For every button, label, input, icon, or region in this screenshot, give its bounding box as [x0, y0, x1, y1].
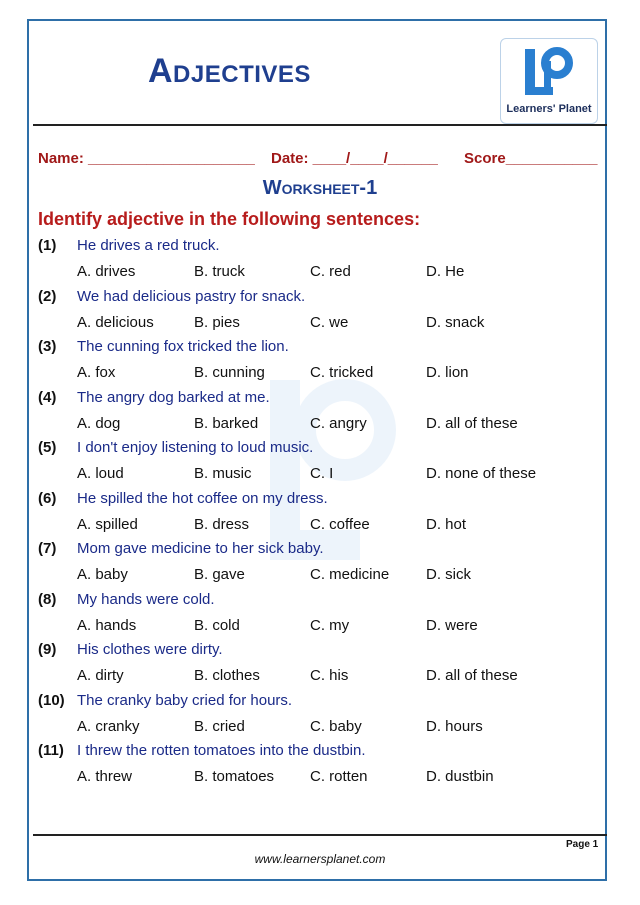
answer-option-c[interactable]: C. rotten [310, 768, 368, 785]
answer-option-d[interactable]: D. all of these [426, 667, 518, 684]
question-text: Mom gave medicine to her sick baby. [77, 540, 324, 557]
answer-option-c[interactable]: C. his [310, 667, 349, 684]
answer-option-a[interactable]: A. fox [77, 364, 116, 381]
answer-option-b[interactable]: B. gave [194, 566, 245, 583]
question-number: (2) [38, 287, 57, 305]
question-text: The cunning fox tricked the lion. [77, 338, 289, 355]
page-title: Adjectives [148, 52, 311, 90]
answer-option-d[interactable]: D. sick [426, 566, 471, 583]
question-number: (8) [38, 590, 57, 608]
lp-logo-icon [517, 43, 581, 101]
answer-option-b[interactable]: B. pies [194, 313, 240, 331]
answer-option-b[interactable]: B. barked [194, 414, 259, 432]
answer-option-c[interactable]: C. I [310, 465, 334, 482]
answer-option-d[interactable]: D. hours [426, 717, 483, 735]
answer-option-b[interactable]: B. clothes [194, 667, 260, 684]
answer-option-d[interactable]: D. none of these [426, 465, 537, 482]
header-divider [33, 124, 607, 126]
question-number: (4) [38, 388, 57, 406]
answer-option-a[interactable]: A. threw [77, 768, 133, 785]
question-number: (3) [38, 338, 57, 355]
question-item [38, 389, 598, 440]
question-item [38, 540, 598, 591]
answer-option-b[interactable]: B. cold [194, 616, 240, 634]
question-number: (9) [38, 641, 57, 658]
answer-option-c[interactable]: C. baby [310, 717, 362, 735]
question-number: (5) [38, 439, 57, 456]
website-url[interactable]: www.learnersplanet.com [254, 852, 386, 866]
answer-option-b[interactable]: B. cried [194, 717, 245, 735]
logo-text: Learners' Planet [506, 103, 592, 115]
question-number: (1) [38, 237, 57, 254]
answer-option-c[interactable]: C. coffee [310, 515, 370, 533]
answer-option-b[interactable]: B. truck [194, 263, 245, 280]
question-number: (11) [38, 742, 64, 759]
answer-option-b[interactable]: B. cunning [194, 364, 265, 381]
question-item [38, 439, 598, 490]
answer-option-d[interactable]: D. dustbin [426, 768, 494, 785]
answer-option-a[interactable]: A. cranky [77, 717, 140, 735]
answer-option-a[interactable]: A. dog [77, 414, 121, 432]
answer-option-c[interactable]: C. tricked [310, 364, 374, 381]
question-text: He drives a red truck. [77, 237, 220, 254]
question-item [38, 641, 598, 692]
worksheet-title: Worksheet-1 [262, 177, 378, 199]
question-text: The cranky baby cried for hours. [77, 691, 293, 709]
answer-option-a[interactable]: A. drives [77, 263, 136, 280]
answer-option-a[interactable]: A. spilled [77, 515, 138, 533]
answer-option-a[interactable]: A. dirty [77, 667, 124, 684]
question-text: His clothes were dirty. [77, 641, 223, 658]
answer-option-a[interactable]: A. hands [77, 616, 137, 634]
answer-option-c[interactable]: C. angry [310, 414, 367, 432]
question-item [38, 490, 598, 541]
answer-option-b[interactable]: B. music [194, 465, 252, 482]
answer-option-d[interactable]: D. all of these [426, 414, 518, 432]
answer-option-b[interactable]: B. dress [194, 515, 250, 533]
name-field[interactable]: Name: ____________________ [38, 150, 255, 167]
question-text: I don't enjoy listening to loud music. [77, 439, 314, 456]
answer-option-a[interactable]: A. baby [77, 566, 128, 583]
question-item [38, 692, 598, 743]
answer-option-c[interactable]: C. my [310, 616, 350, 634]
question-number: (6) [38, 489, 57, 507]
learners-planet-logo [500, 38, 598, 124]
answer-option-a[interactable]: A. delicious [77, 313, 154, 331]
answer-option-d[interactable]: D. hot [426, 515, 467, 533]
question-item [38, 591, 598, 642]
question-list [38, 237, 598, 793]
question-text: The angry dog barked at me. [77, 388, 270, 406]
question-item [38, 338, 598, 389]
answer-option-b[interactable]: B. tomatoes [194, 768, 275, 785]
question-item [38, 288, 598, 339]
question-item [38, 237, 598, 288]
question-number: (7) [38, 540, 57, 557]
question-text: He spilled the hot coffee on my dress. [77, 489, 328, 507]
question-text: I threw the rotten tomatoes into the dustbin. [77, 742, 366, 759]
answer-option-c[interactable]: C. red [310, 263, 351, 280]
answer-option-d[interactable]: D. lion [426, 364, 469, 381]
instruction: Identify adjective in the following sentences: [38, 209, 421, 229]
score-field[interactable]: Score___________ [464, 150, 598, 167]
page-number: Page 1 [566, 839, 599, 850]
answer-option-c[interactable]: C. medicine [310, 566, 390, 583]
date-field[interactable]: Date: ____/____/______ [271, 150, 438, 167]
answer-option-a[interactable]: A. loud [77, 465, 124, 482]
answer-option-d[interactable]: D. snack [426, 313, 485, 331]
question-item [38, 742, 598, 793]
footer-divider [33, 834, 607, 836]
answer-option-d[interactable]: D. He [426, 263, 465, 280]
answer-option-d[interactable]: D. were [426, 616, 478, 634]
question-text: We had delicious pastry for snack. [77, 287, 306, 305]
question-number: (10) [38, 691, 65, 709]
question-text: My hands were cold. [77, 590, 215, 608]
answer-option-c[interactable]: C. we [310, 313, 349, 331]
